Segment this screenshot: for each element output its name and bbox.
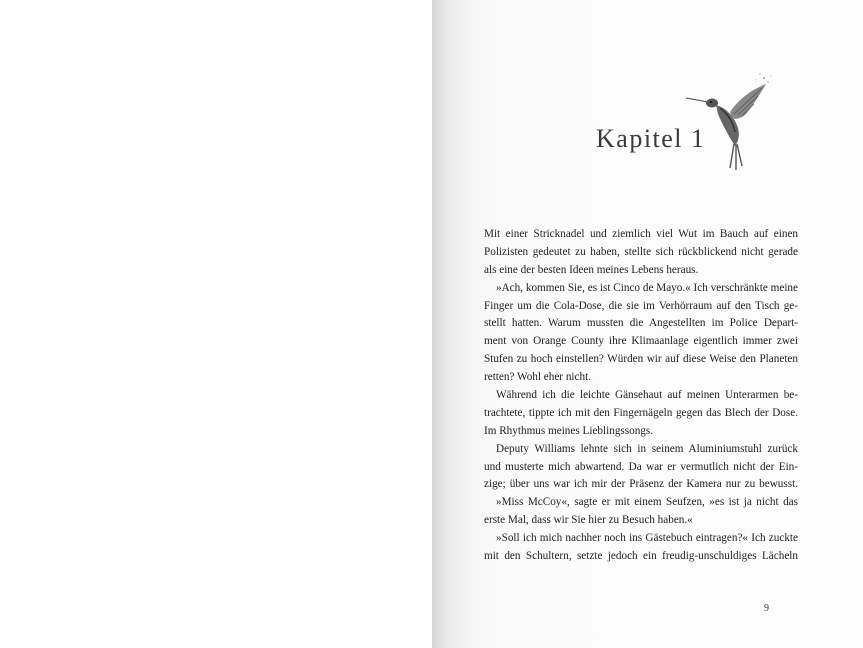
chapter-title: Kapitel 1 <box>596 124 706 153</box>
text-line: als eine der besten Ideen meines Lebens heraus. <box>484 263 699 276</box>
text-line: retten? Wohl eher nicht. <box>484 371 591 384</box>
text-line: und musterte mich abwartend. Da war er vermutlich nicht der Ein- <box>484 460 798 473</box>
text-line: Stufen zu hoch einstellen? Würden wir auf diese Weise den Planeten <box>484 353 798 366</box>
text-line: Während ich die leichte Gänsehaut auf meinen Unterarmen be- <box>496 389 798 402</box>
text-line: »Ach, kommen Sie, es ist Cinco de Mayo.« Ich verschränkte meine <box>496 281 798 294</box>
text-line: Im Rhythmus meines Lieblingssongs. <box>484 424 654 437</box>
text-line: »Miss McCoy«, sagte er mit einem Seufzen, »es ist ja nicht das <box>496 496 798 509</box>
text-line: Polizisten gedeutet zu haben, stellte sich rückblickend nicht gerade <box>484 245 798 258</box>
text-line: zige; über uns war ich mir der Präsenz der Kamera nur zu bewusst. <box>484 478 798 491</box>
body-text <box>484 226 798 566</box>
text-line: Mit einer Stricknadel und ziemlich viel Wut im Bauch auf einen <box>484 228 798 240</box>
text-line: Deputy Williams lehnte sich in seinem Aluminiumstuhl zurück <box>496 442 798 455</box>
page-number: 9 <box>764 603 769 614</box>
text-line: trachtete, tippte ich mit den Fingernägeln gegen das Blech der Dose. <box>484 406 798 419</box>
text-line: Finger um die Cola-Dose, die sie im Verhörraum auf den Tisch ge- <box>484 299 798 312</box>
text-line: mit den Schultern, setzte jedoch ein freudig-unschuldiges Lächeln <box>484 550 798 563</box>
hummingbird-illustration <box>680 70 780 175</box>
text-line: erste Mal, dass wir Sie hier zu Besuch haben.« <box>484 514 693 527</box>
text-line: stellt hatten. Warum mussten die Angestellten im Police Depart- <box>484 317 798 330</box>
text-line: ment von Orange County ihre Klimaanlage eigentlich immer zwei <box>484 335 798 348</box>
text-line: »Soll ich mich nachher noch ins Gästebuch eintragen?« Ich zuckte <box>496 532 798 545</box>
